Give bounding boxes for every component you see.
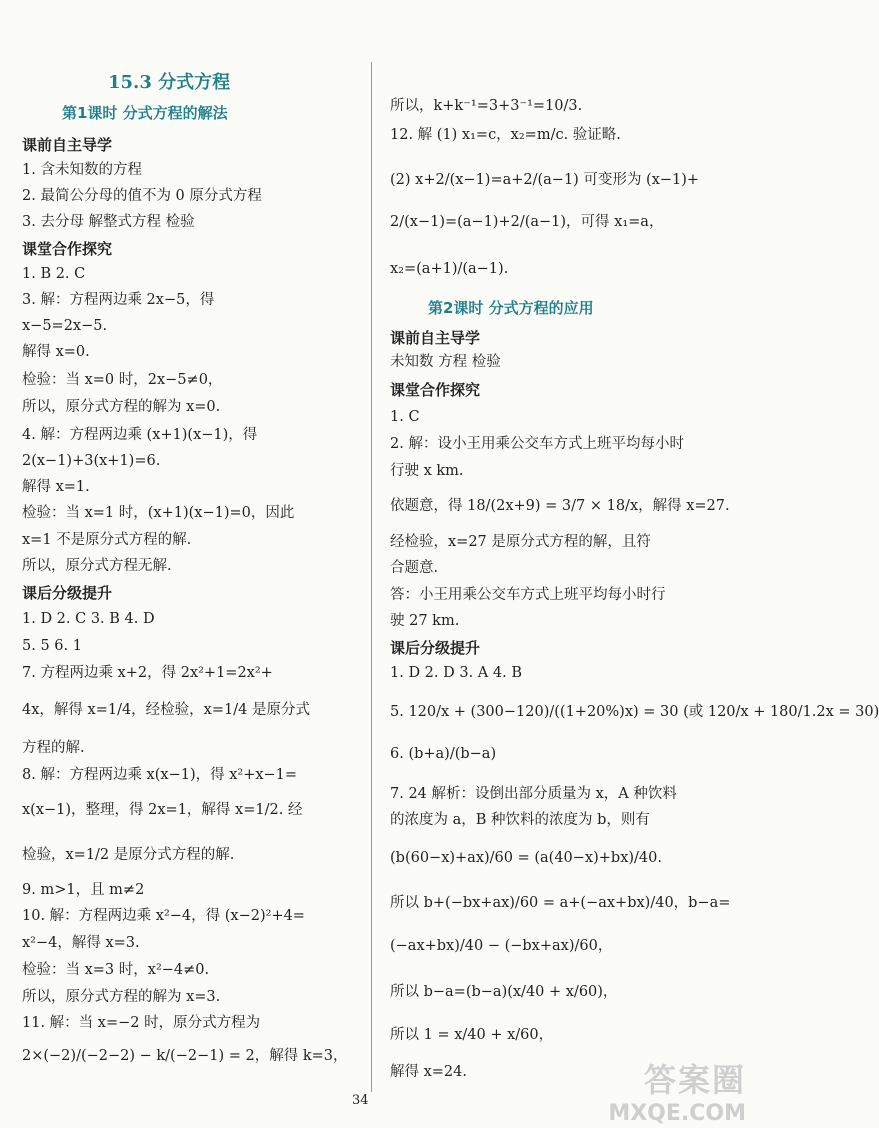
answer-line: 12. 解 (1) x₁=c，x₂=m/c. 验证略. — [390, 127, 621, 143]
answer-line: x=1 不是原分式方程的解. — [22, 532, 192, 548]
answer-line: 依题意，得 18/(2x+9) = 3/7 × 18/x，解得 x=27. — [390, 498, 730, 514]
answer-line: 1. D 2. D 3. A 4. B — [390, 665, 522, 681]
answer-line: 解得 x=0. — [22, 344, 90, 360]
answer-line: 1. C — [390, 409, 420, 425]
answer-line: 6. (b+a)/(b−a) — [390, 746, 497, 762]
answer-line: 4. 解：方程两边乘 (x+1)(x−1)，得 — [22, 427, 258, 443]
answer-line: 1. D 2. C 3. B 4. D — [22, 611, 155, 627]
answer-line: 解得 x=24. — [390, 1064, 467, 1080]
watermark-logo — [608, 1055, 746, 1126]
answer-line: 方程的解. — [22, 740, 85, 756]
answer-line: (b(60−x)+ax)/60 = (a(40−x)+bx)/40. — [390, 850, 662, 866]
answer-line: 检验：当 x=1 时，(x+1)(x−1)=0，因此 — [22, 505, 295, 521]
answer-line: 2/(x−1)=(a−1)+2/(a−1)，可得 x₁=a， — [390, 214, 664, 230]
answer-line: 检验，x=1/2 是原分式方程的解. — [22, 847, 235, 863]
section-heading: 课后分级提升 — [22, 584, 113, 602]
answer-line: x₂=(a+1)/(a−1). — [390, 261, 509, 277]
section-heading: 课前自主导学 — [390, 329, 481, 347]
answer-line: 5. 120/x + (300−120)/((1+20%)x) = 30 (或 120/x + 180/1.2x = 30) — [390, 704, 879, 720]
answer-line: 7. 24 解析：设倒出部分质量为 x，A 种饮料 — [390, 786, 677, 802]
answer-line: 2×(−2)/(−2−2) − k/(−2−1) = 2，解得 k=3， — [22, 1048, 348, 1064]
answer-line: 2. 最简公分母的值不为 0 原分式方程 — [22, 188, 262, 204]
section-heading: 课前自主导学 — [22, 136, 113, 154]
section-heading: 课堂合作探究 — [390, 381, 481, 399]
answer-line: 9. m>1，且 m≠2 — [22, 882, 145, 898]
watermark-line2: MXQE.COM — [608, 1101, 746, 1126]
answer-line: 1. B 2. C — [22, 266, 86, 282]
answer-line: 的浓度为 a，B 种饮料的浓度为 b，则有 — [390, 812, 650, 828]
answer-line: 所以，原分式方程无解. — [22, 558, 172, 574]
answer-line: 7. 方程两边乘 x+2，得 2x²+1=2x²+ — [22, 665, 273, 681]
column-divider — [371, 62, 372, 1092]
section-heading: 课堂合作探究 — [22, 240, 113, 258]
answer-line: 3. 去分母 解整式方程 检验 — [22, 214, 195, 230]
answer-line: 驶 27 km. — [390, 613, 460, 629]
section-title: 15.3 分式方程 — [108, 72, 231, 93]
answer-line: 2(x−1)+3(x+1)=6. — [22, 453, 161, 469]
answer-line: 3. 解：方程两边乘 2x−5，得 — [22, 292, 215, 308]
answer-line: 所以，k+k⁻¹=3+3⁻¹=10/3. — [390, 98, 583, 114]
page-number: 34 — [352, 1093, 369, 1108]
answer-line: 11. 解：当 x=−2 时，原分式方程为 — [22, 1015, 261, 1031]
answer-line: 所以 b+(−bx+ax)/60 = a+(−ax+bx)/40，b−a= — [390, 895, 731, 911]
answer-line: (−ax+bx)/40 − (−bx+ax)/60， — [390, 938, 613, 954]
answer-line: 5. 5 6. 1 — [22, 638, 82, 654]
answer-line: 合题意. — [390, 560, 439, 576]
lesson-title-1: 第1课时 分式方程的解法 — [62, 104, 228, 122]
answer-line: 答：小王用乘公交车方式上班平均每小时行 — [390, 587, 666, 603]
answer-line: 经检验，x=27 是原分式方程的解，且符 — [390, 534, 651, 550]
answer-line: 10. 解：方程两边乘 x²−4，得 (x−2)²+4= — [22, 908, 305, 924]
answer-line: 解得 x=1. — [22, 479, 90, 495]
answer-line: 所以，原分式方程的解为 x=0. — [22, 399, 221, 415]
answer-line: x(x−1)，整理，得 2x=1，解得 x=1/2. 经 — [22, 802, 303, 818]
answer-line: 未知数 方程 检验 — [390, 354, 501, 370]
answer-line: 8. 解：方程两边乘 x(x−1)，得 x²+x−1= — [22, 767, 298, 783]
watermark-line1: 答案圈 — [643, 1061, 746, 1099]
answer-line: x²−4，解得 x=3. — [22, 935, 140, 951]
answer-line: 检验：当 x=0 时，2x−5≠0， — [22, 372, 223, 388]
section-heading: 课后分级提升 — [390, 639, 481, 657]
answer-line: (2) x+2/(x−1)=a+2/(a−1) 可变形为 (x−1)+ — [390, 172, 700, 188]
answer-line: 1. 含未知数的方程 — [22, 162, 142, 178]
answer-line: 检验：当 x=3 时，x²−4≠0. — [22, 962, 210, 978]
answer-line: 所以 b−a=(b−a)(x/40 + x/60)， — [390, 984, 618, 1000]
answer-line: 4x，解得 x=1/4，经检验，x=1/4 是原分式 — [22, 702, 310, 718]
answer-line: 行驶 x km. — [390, 463, 464, 479]
answer-line: x−5=2x−5. — [22, 318, 108, 334]
answer-line: 所以，原分式方程的解为 x=3. — [22, 989, 221, 1005]
answer-line: 2. 解：设小王用乘公交车方式上班平均每小时 — [390, 436, 684, 452]
answer-line: 所以 1 = x/40 + x/60， — [390, 1027, 554, 1043]
lesson-title-2: 第2课时 分式方程的应用 — [428, 299, 594, 317]
